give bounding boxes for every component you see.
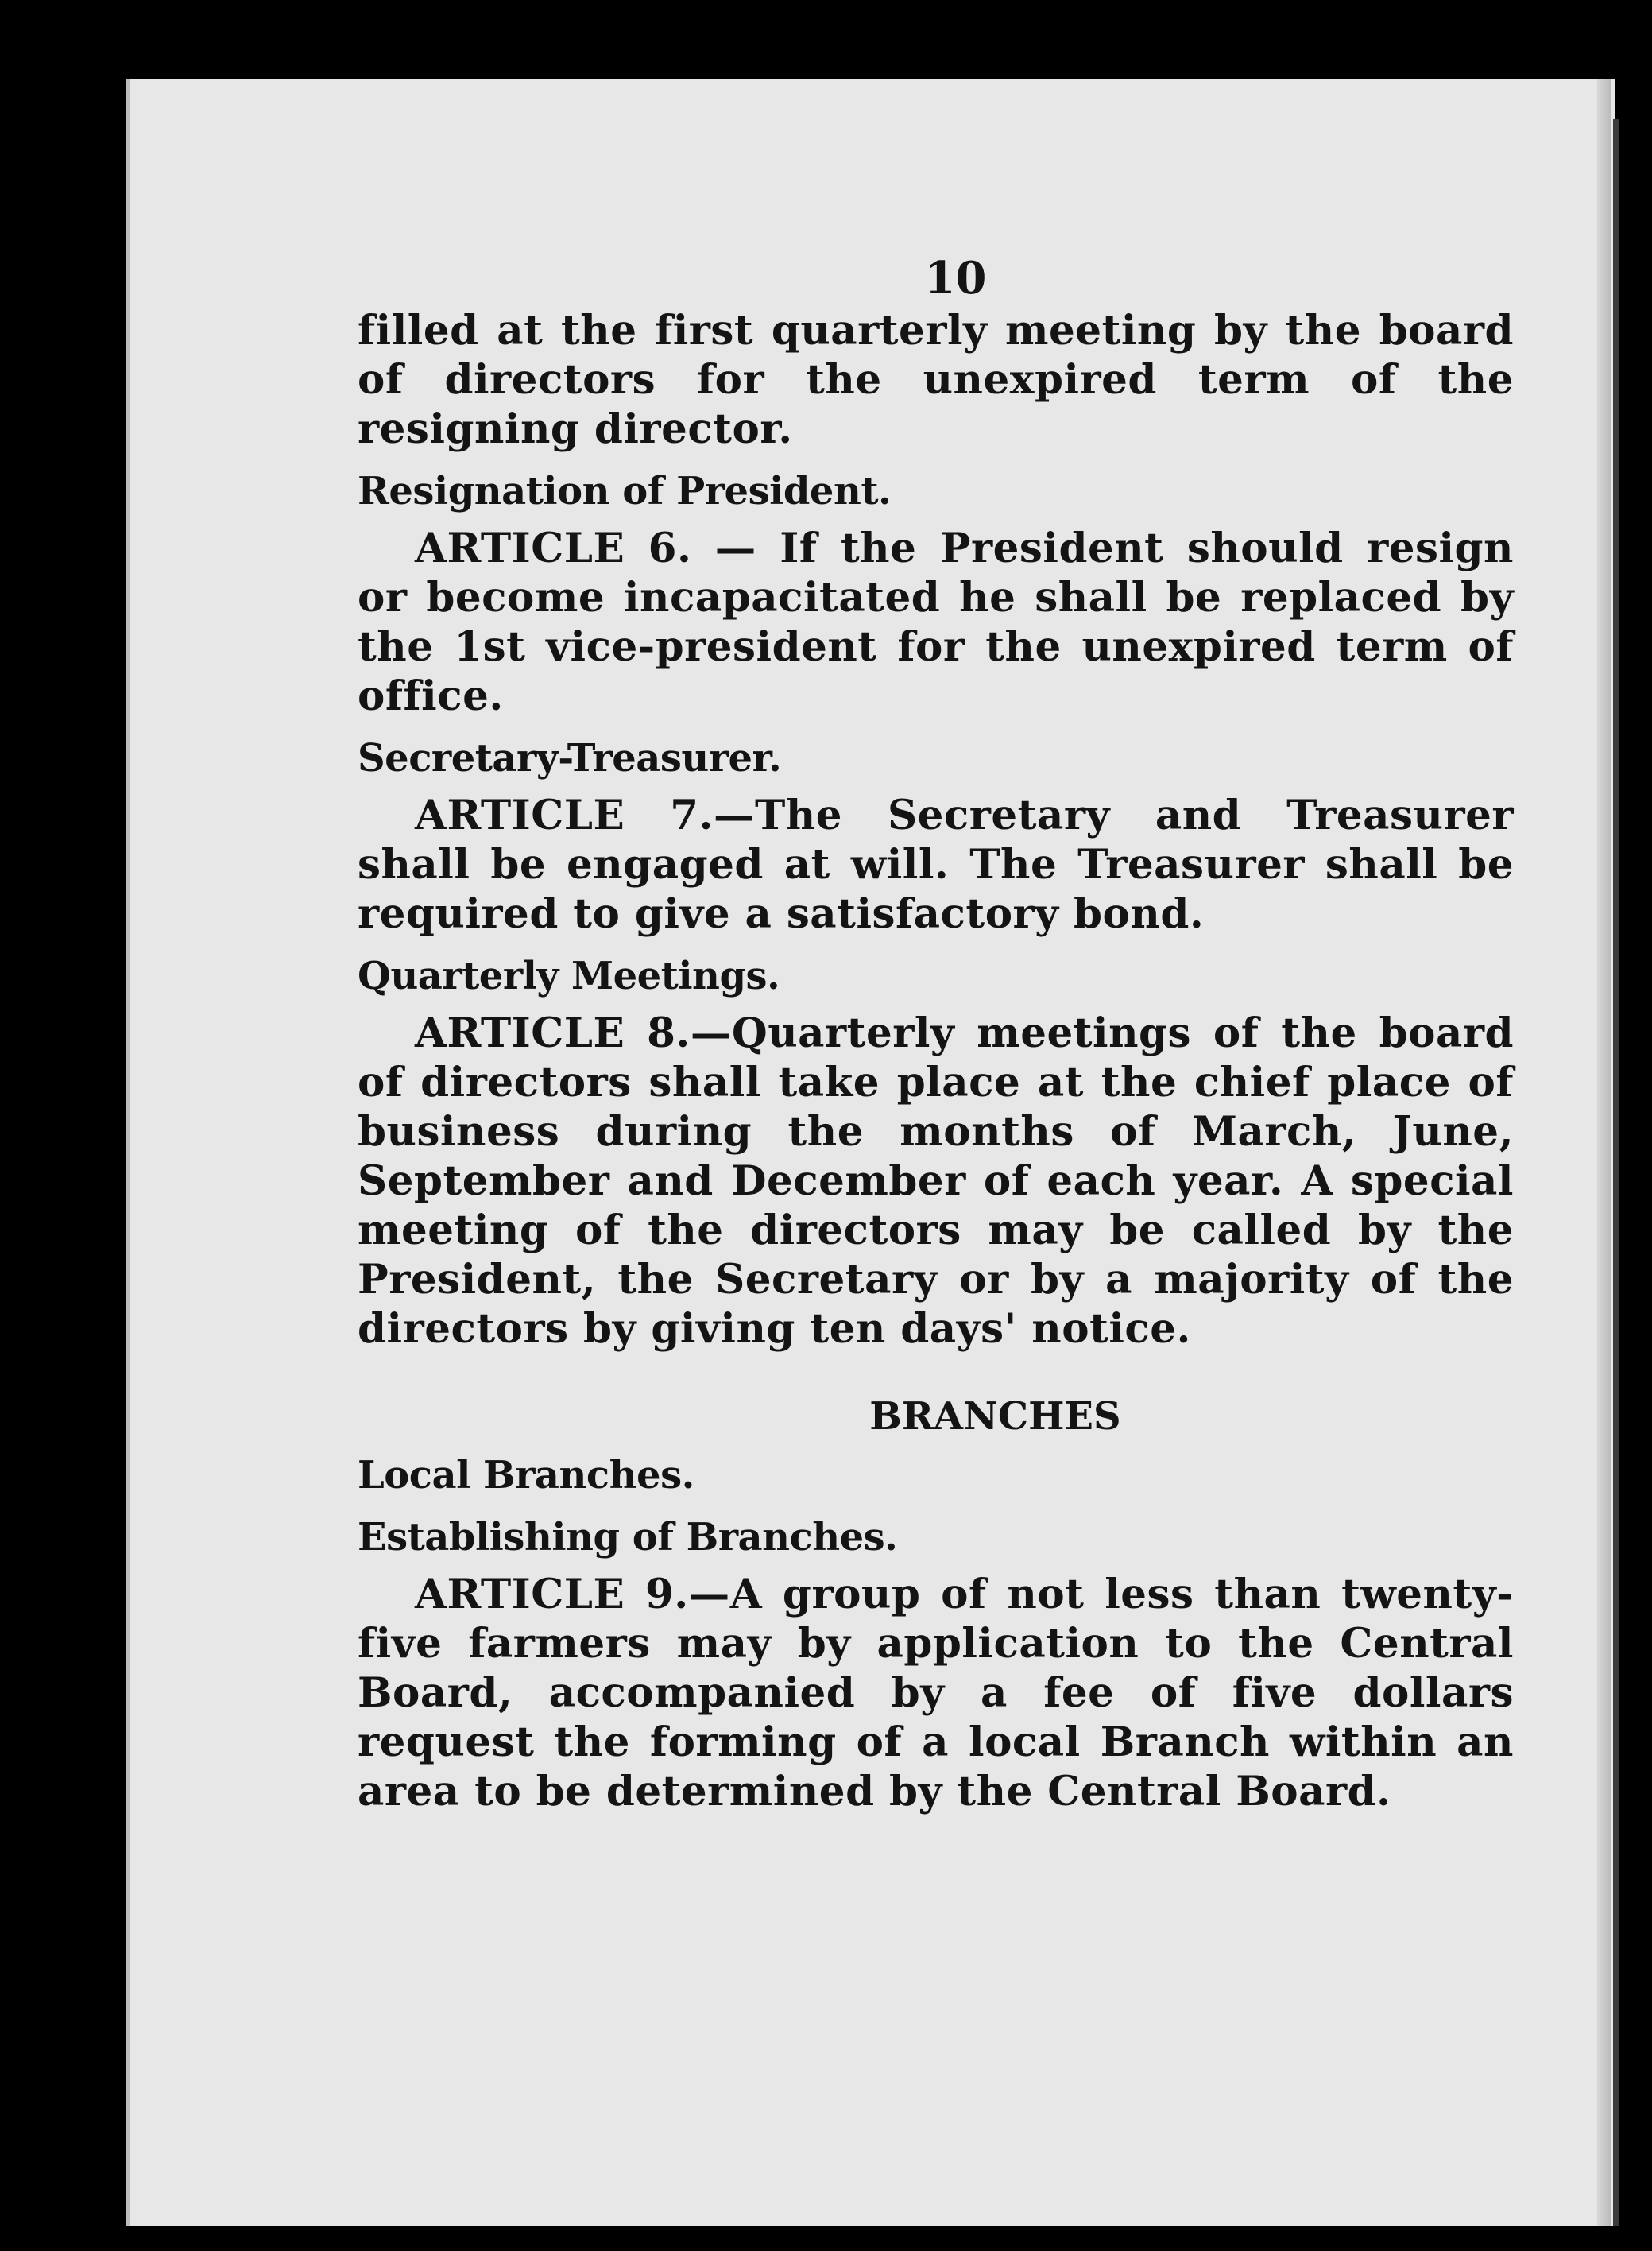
book-spine [1613,119,1619,2226]
page-edge [1597,79,1611,2226]
heading-establishing-of-branches: Establishing of Branches. [358,1515,898,1559]
article-6: ARTICLE 6. — If the President should resign or become incapacitated he shall be replaced by the 1st vice-president for the unexpired term of office. [358,525,1514,720]
page-number: 10 [924,252,987,304]
heading-quarterly-meetings: Quarterly Meetings. [358,954,780,998]
heading-resignation-of-president: Resignation of President. [358,469,892,513]
heading-secretary-treasurer: Secretary-Treasurer. [358,736,782,781]
article-8: ARTICLE 8.—Quarterly meetings of the board of directors shall take place at the chief place of business during the months of March, June, September and December of each year. A special meeting of the directors may be called by the President, the Secretary or by a majority of the directors by giving ten days' notice. [358,1009,1514,1353]
article-9: ARTICLE 9.—A group of not less than twenty-five farmers may by application to the Central Board, accompanied by a fee of five dollars request the forming of a local Branch within an area to be determined by the Central Board. [358,1571,1514,1815]
heading-local-branches: Local Branches. [358,1453,694,1497]
article-7: ARTICLE 7.—The Secretary and Treasurer shall be engaged at will. The Treasurer shall be required to give a satisfactory bond. [358,792,1514,938]
page-text [358,250,1514,1816]
paragraph-continuation: filled at the first quarterly meeting by the board of directors for the unexpired term of the resigning director. [358,307,1514,453]
section-title-branches: BRANCHES [869,1394,1121,1439]
